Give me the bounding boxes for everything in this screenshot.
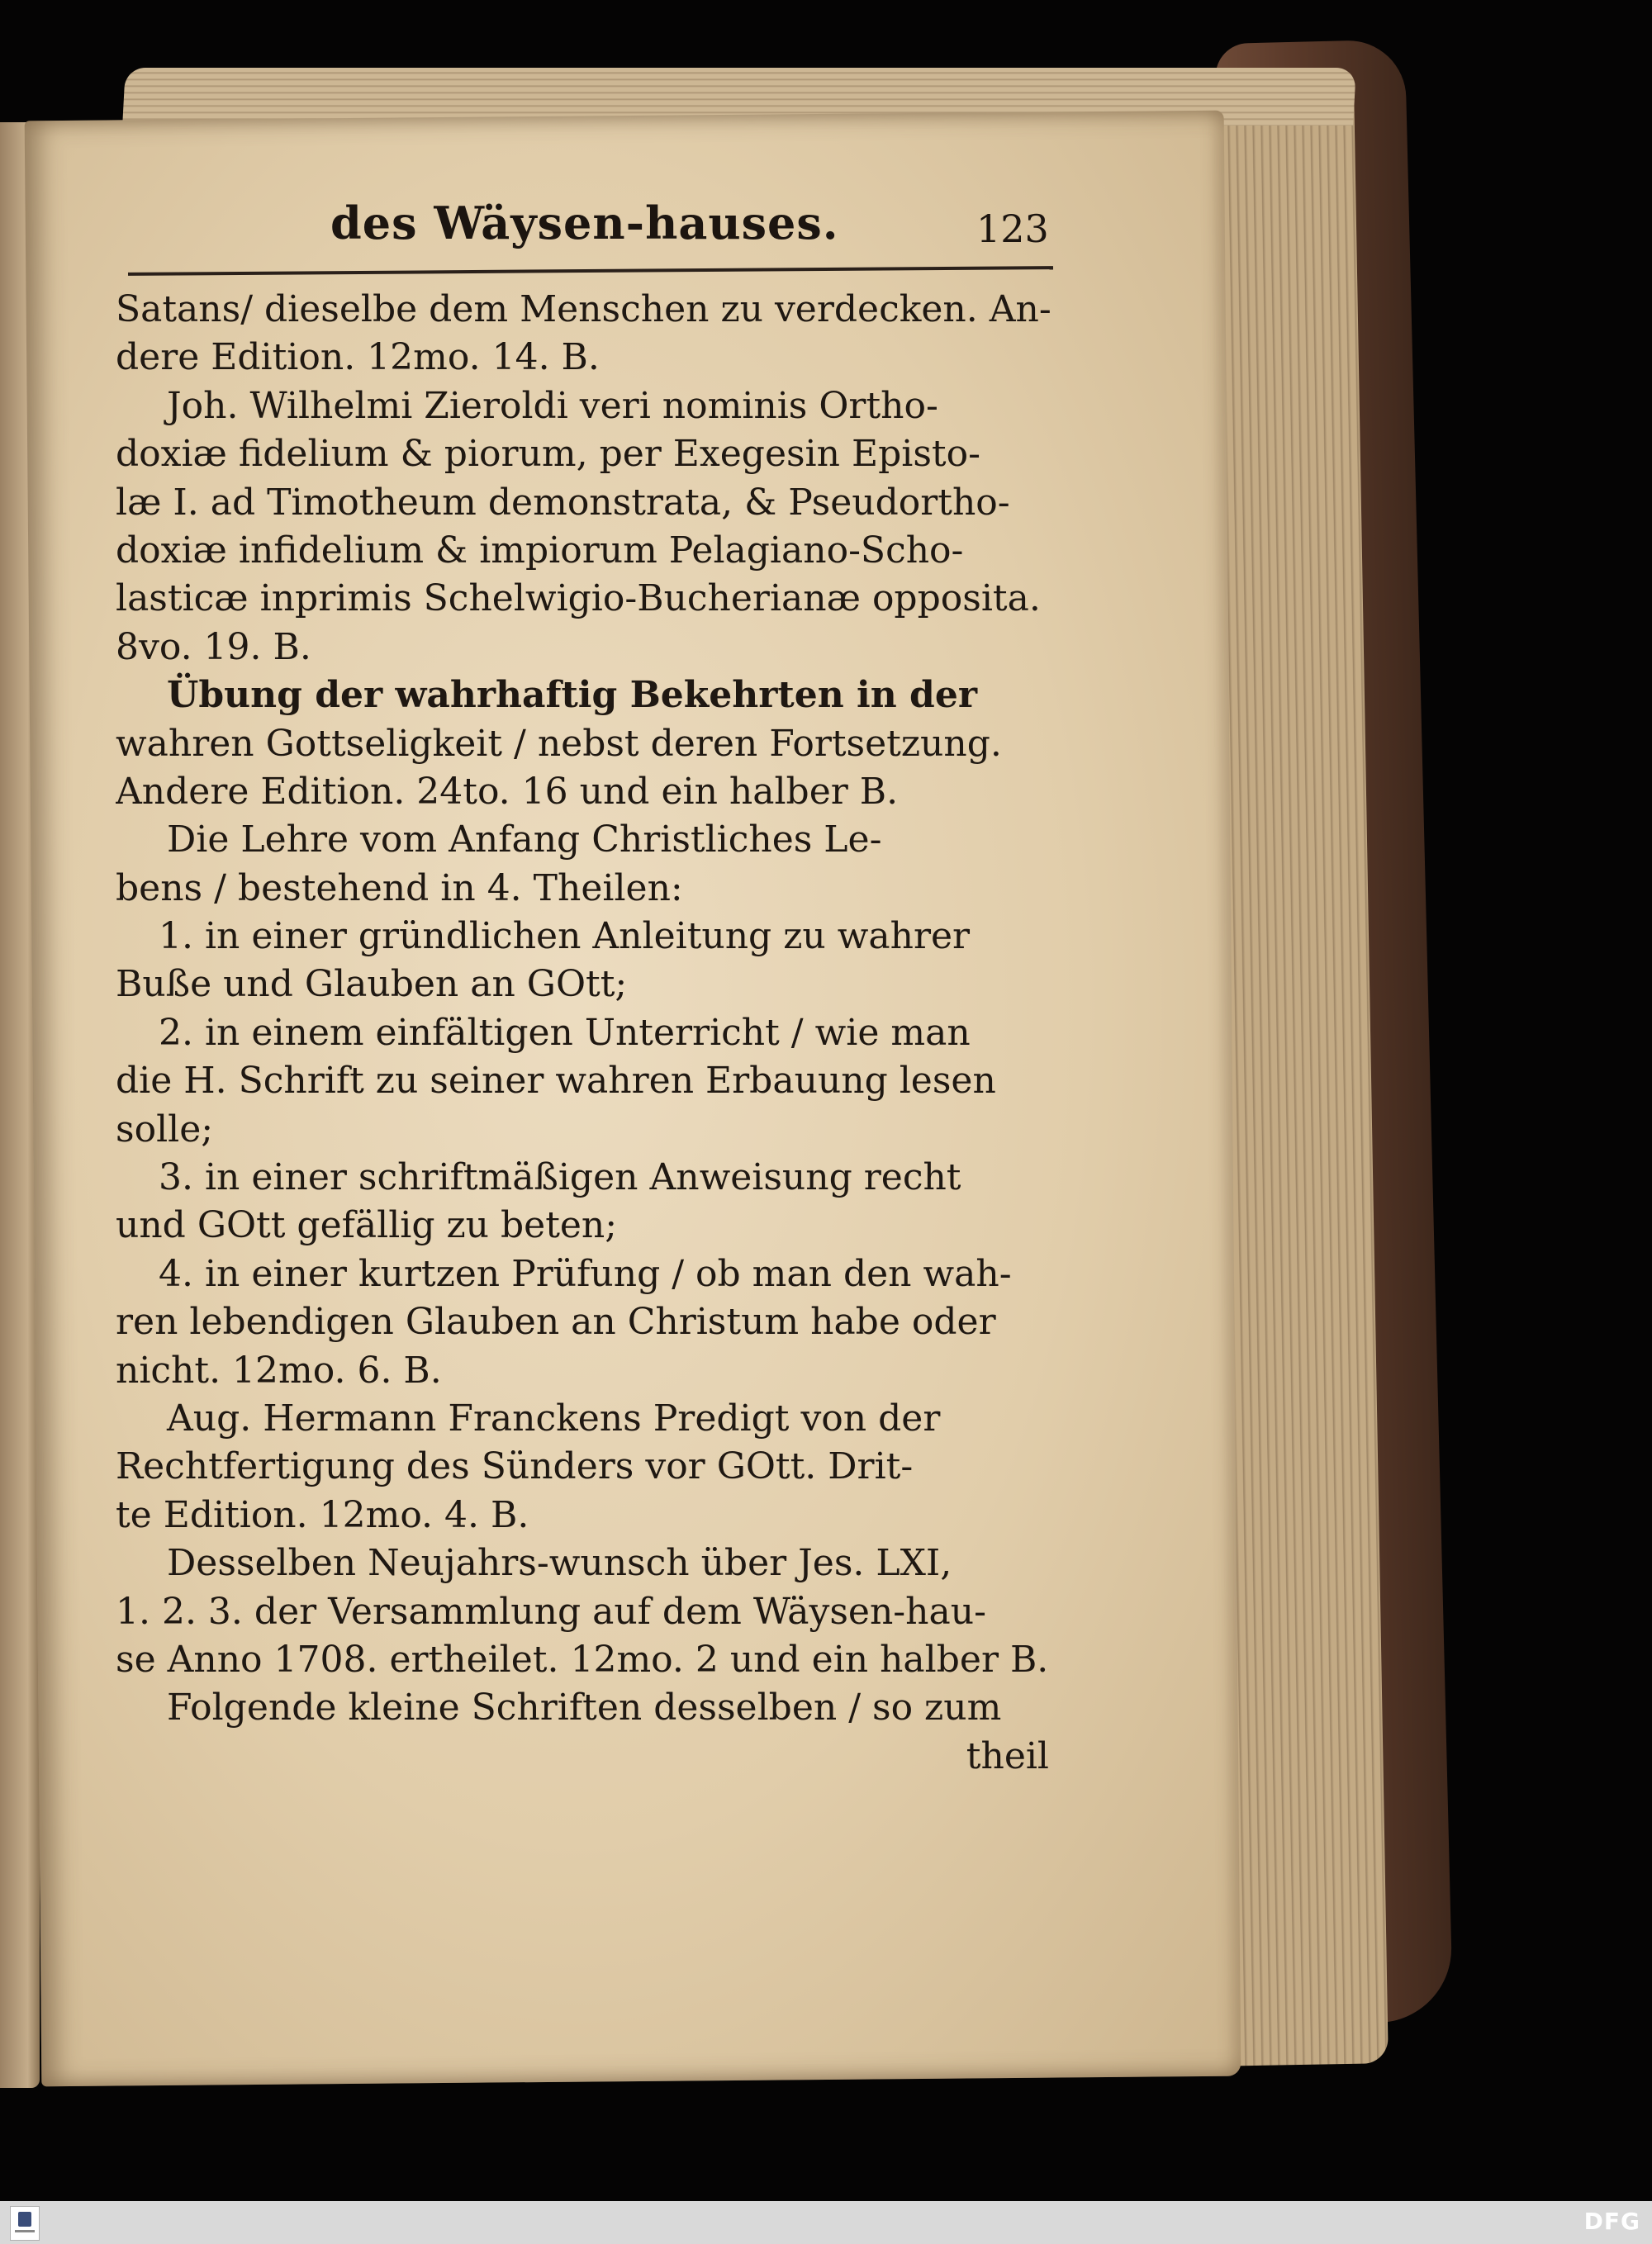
text-line: Folgende kleine Schriften desselben / so zum [167, 1687, 1002, 1729]
text-line: doxiæ infidelium & impiorum Pelagiano-Scho- [116, 529, 964, 572]
text-line: 8vo. 19. B. [116, 625, 311, 668]
text-line: Andere Edition. 24to. 16 und ein halber B. [116, 770, 899, 813]
text-line: Übung der wahrhaftig Bekehrten in der [167, 674, 977, 717]
text-line: lasticæ inprimis Schelwigio-Bucherianæ opposita. [116, 577, 1041, 620]
text-line: Buße und Glauben an GOtt; [116, 963, 628, 1006]
text-line: Die Lehre vom Anfang Christliches Le- [167, 818, 882, 861]
text-line: nicht. 12mo. 6. B. [116, 1349, 442, 1392]
text-line: Satans/ dieselbe dem Menschen zu verdecken. An- [116, 288, 1051, 330]
text-line: læ I. ad Timotheum demonstrata, & Pseudortho- [116, 481, 1010, 524]
text-line: 2. in einem einfältigen Unterricht / wie man [159, 1011, 971, 1054]
text-line: se Anno 1708. ertheilet. 12mo. 2 und ein halber B. [116, 1638, 1049, 1681]
page-text [116, 286, 1057, 1781]
text-line: 1. 2. 3. der Versammlung auf dem Wäysen-hau- [116, 1590, 986, 1633]
viewer-footer [0, 2201, 1652, 2244]
text-line: te Edition. 12mo. 4. B. [116, 1493, 529, 1536]
library-logo-icon [10, 2206, 40, 2241]
catchword: theil [966, 1734, 1049, 1777]
text-line: 4. in einer kurtzen Prüfung / ob man den wah- [159, 1252, 1012, 1295]
text-line: bens / bestehend in 4. Theilen: [116, 866, 683, 909]
text-line: und GOtt gefällig zu beten; [116, 1204, 618, 1247]
text-line: dere Edition. 12mo. 14. B. [116, 336, 600, 379]
text-line: die H. Schrift zu seiner wahren Erbauung lesen [116, 1060, 996, 1103]
text-line: Rechtfertigung des Sünders vor GOtt. Drit- [116, 1445, 914, 1488]
text-line: Joh. Wilhelmi Zieroldi veri nominis Ortho- [167, 384, 938, 427]
text-line: solle; [116, 1108, 214, 1150]
text-line: Aug. Hermann Franckens Predigt von der [167, 1397, 941, 1440]
running-head: des Wäysen-hauses. [330, 197, 839, 249]
text-line: wahren Gottseligkeit / nebst deren Fortsetzung. [116, 722, 1002, 765]
text-line: doxiæ fidelium & piorum, per Exegesin Episto- [116, 433, 980, 476]
text-line: 1. in einer gründlichen Anleitung zu wahrer [159, 915, 971, 958]
text-line: Desselben Neujahrs-wunsch über Jes. LXI, [167, 1542, 952, 1585]
text-line: ren lebendigen Glauben an Christum habe oder [116, 1301, 996, 1344]
page-number: 123 [976, 206, 1049, 251]
text-line: 3. in einer schriftmäßigen Anweisung recht [159, 1156, 961, 1199]
dfg-logo: DFG [1583, 2208, 1640, 2235]
